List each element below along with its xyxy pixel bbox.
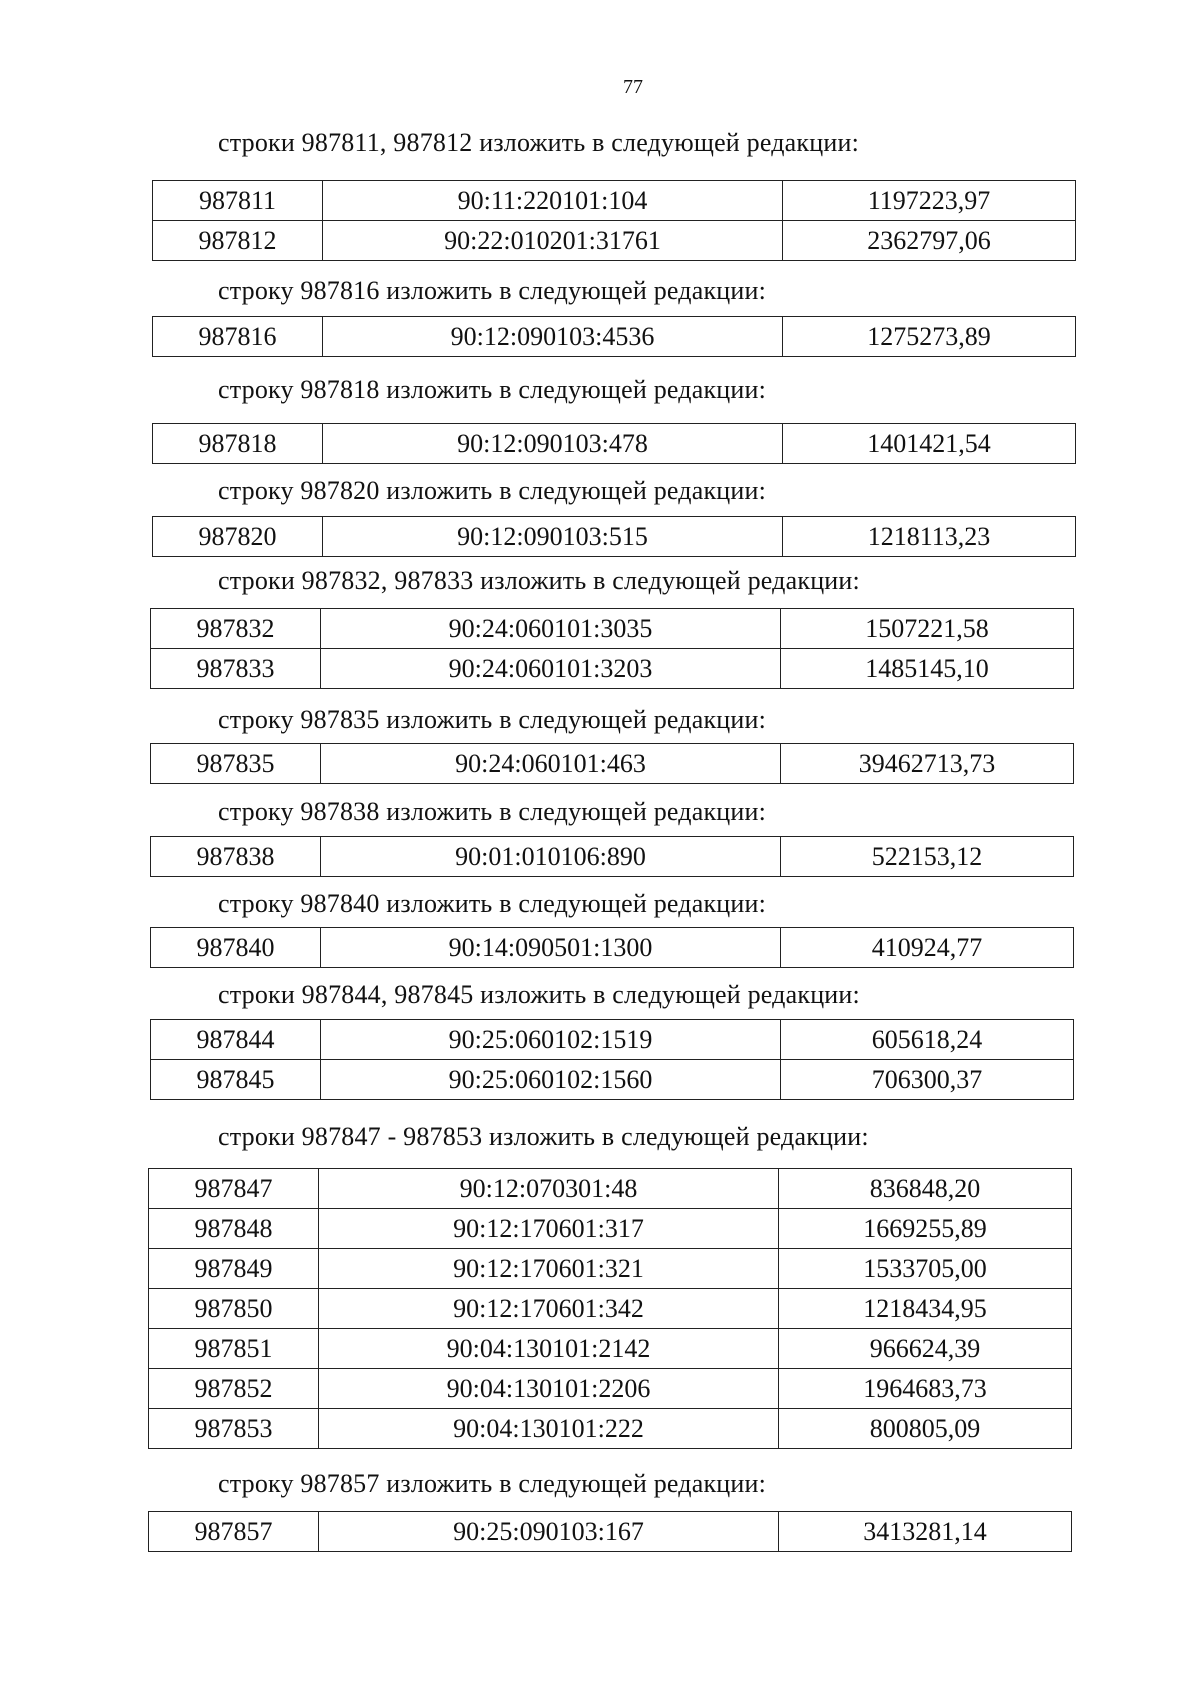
amendment-table: [152, 180, 1076, 261]
table-row: [149, 1369, 1072, 1409]
table-row: [151, 609, 1074, 649]
table-row: [153, 517, 1076, 557]
table-row: [151, 1060, 1074, 1100]
amendment-intro: строку 987857 изложить в следующей редакции:: [218, 1469, 767, 1498]
row-number-cell: 987849: [149, 1249, 319, 1289]
amendment-table: [148, 1511, 1072, 1552]
row-number-cell: 987853: [149, 1409, 319, 1449]
table-row: [153, 181, 1076, 221]
row-number-cell: 987835: [151, 744, 321, 784]
row-number-cell: 987857: [149, 1512, 319, 1552]
cadastral-number-cell: 90:24:060101:3203: [321, 649, 781, 689]
table-row: [149, 1169, 1072, 1209]
cadastral-value-cell: 1669255,89: [779, 1209, 1072, 1249]
table-row: [153, 221, 1076, 261]
cadastral-value-cell: 1218434,95: [779, 1289, 1072, 1329]
amendment-table: [152, 316, 1076, 357]
row-number-cell: 987840: [151, 928, 321, 968]
row-number-cell: 987816: [153, 317, 323, 357]
cadastral-value-cell: 1218113,23: [783, 517, 1076, 557]
page-number: 77: [623, 76, 643, 98]
amendment-table: [148, 1168, 1072, 1449]
amendment-table: [150, 608, 1074, 689]
cadastral-number-cell: 90:04:130101:222: [319, 1409, 779, 1449]
table-row: [149, 1289, 1072, 1329]
amendment-intro: строки 987847 - 987853 изложить в следующей редакции:: [218, 1122, 869, 1151]
row-number-cell: 987847: [149, 1169, 319, 1209]
table-row: [149, 1329, 1072, 1369]
cadastral-number-cell: 90:12:170601:342: [319, 1289, 779, 1329]
row-number-cell: 987811: [153, 181, 323, 221]
table-row: [151, 1020, 1074, 1060]
amendment-table: [150, 836, 1074, 877]
cadastral-number-cell: 90:22:010201:31761: [323, 221, 783, 261]
cadastral-value-cell: 1533705,00: [779, 1249, 1072, 1289]
cadastral-value-cell: 1964683,73: [779, 1369, 1072, 1409]
cadastral-value-cell: 706300,37: [781, 1060, 1074, 1100]
table-row: [149, 1209, 1072, 1249]
row-number-cell: 987838: [151, 837, 321, 877]
cadastral-number-cell: 90:12:090103:478: [323, 424, 783, 464]
cadastral-value-cell: 410924,77: [781, 928, 1074, 968]
row-number-cell: 987845: [151, 1060, 321, 1100]
amendment-table: [150, 1019, 1074, 1100]
cadastral-number-cell: 90:25:060102:1519: [321, 1020, 781, 1060]
table-row: [151, 744, 1074, 784]
cadastral-number-cell: 90:24:060101:3035: [321, 609, 781, 649]
amendment-intro: строки 987844, 987845 изложить в следующей редакции:: [218, 980, 860, 1009]
row-number-cell: 987848: [149, 1209, 319, 1249]
table-row: [153, 317, 1076, 357]
table-row: [149, 1512, 1072, 1552]
row-number-cell: 987844: [151, 1020, 321, 1060]
row-number-cell: 987833: [151, 649, 321, 689]
cadastral-value-cell: 1507221,58: [781, 609, 1074, 649]
amendment-intro: строку 987838 изложить в следующей редакции:: [218, 797, 767, 826]
cadastral-number-cell: 90:12:090103:515: [323, 517, 783, 557]
cadastral-number-cell: 90:12:090103:4536: [323, 317, 783, 357]
cadastral-value-cell: 522153,12: [781, 837, 1074, 877]
table-row: [149, 1249, 1072, 1289]
cadastral-value-cell: 1485145,10: [781, 649, 1074, 689]
amendment-intro: строку 987818 изложить в следующей редакции:: [218, 375, 767, 404]
cadastral-number-cell: 90:24:060101:463: [321, 744, 781, 784]
cadastral-number-cell: 90:25:060102:1560: [321, 1060, 781, 1100]
amendment-table: [152, 423, 1076, 464]
row-number-cell: 987812: [153, 221, 323, 261]
table-row: [149, 1409, 1072, 1449]
amendment-table: [152, 516, 1076, 557]
row-number-cell: 987820: [153, 517, 323, 557]
amendment-intro: строку 987840 изложить в следующей редакции:: [218, 889, 767, 918]
row-number-cell: 987850: [149, 1289, 319, 1329]
row-number-cell: 987852: [149, 1369, 319, 1409]
amendment-intro: строки 987832, 987833 изложить в следующей редакции:: [218, 566, 860, 595]
amendment-table: [150, 743, 1074, 784]
table-row: [153, 424, 1076, 464]
table-row: [151, 649, 1074, 689]
cadastral-number-cell: 90:12:170601:317: [319, 1209, 779, 1249]
cadastral-number-cell: 90:11:220101:104: [323, 181, 783, 221]
amendment-intro: строки 987811, 987812 изложить в следующей редакции:: [218, 128, 859, 157]
cadastral-number-cell: 90:14:090501:1300: [321, 928, 781, 968]
cadastral-number-cell: 90:12:070301:48: [319, 1169, 779, 1209]
cadastral-number-cell: 90:25:090103:167: [319, 1512, 779, 1552]
cadastral-value-cell: 1401421,54: [783, 424, 1076, 464]
amendment-intro: строку 987816 изложить в следующей редакции:: [218, 276, 767, 305]
table-row: [151, 928, 1074, 968]
row-number-cell: 987818: [153, 424, 323, 464]
row-number-cell: 987832: [151, 609, 321, 649]
cadastral-value-cell: 605618,24: [781, 1020, 1074, 1060]
cadastral-number-cell: 90:12:170601:321: [319, 1249, 779, 1289]
cadastral-value-cell: 1197223,97: [783, 181, 1076, 221]
amendment-intro: строку 987820 изложить в следующей редакции:: [218, 476, 767, 505]
cadastral-value-cell: 836848,20: [779, 1169, 1072, 1209]
row-number-cell: 987851: [149, 1329, 319, 1369]
cadastral-value-cell: 2362797,06: [783, 221, 1076, 261]
cadastral-number-cell: 90:04:130101:2142: [319, 1329, 779, 1369]
cadastral-value-cell: 3413281,14: [779, 1512, 1072, 1552]
cadastral-value-cell: 800805,09: [779, 1409, 1072, 1449]
cadastral-number-cell: 90:01:010106:890: [321, 837, 781, 877]
cadastral-number-cell: 90:04:130101:2206: [319, 1369, 779, 1409]
cadastral-value-cell: 39462713,73: [781, 744, 1074, 784]
table-row: [151, 837, 1074, 877]
cadastral-value-cell: 1275273,89: [783, 317, 1076, 357]
cadastral-value-cell: 966624,39: [779, 1329, 1072, 1369]
amendment-intro: строку 987835 изложить в следующей редакции:: [218, 705, 767, 734]
amendment-table: [150, 927, 1074, 968]
